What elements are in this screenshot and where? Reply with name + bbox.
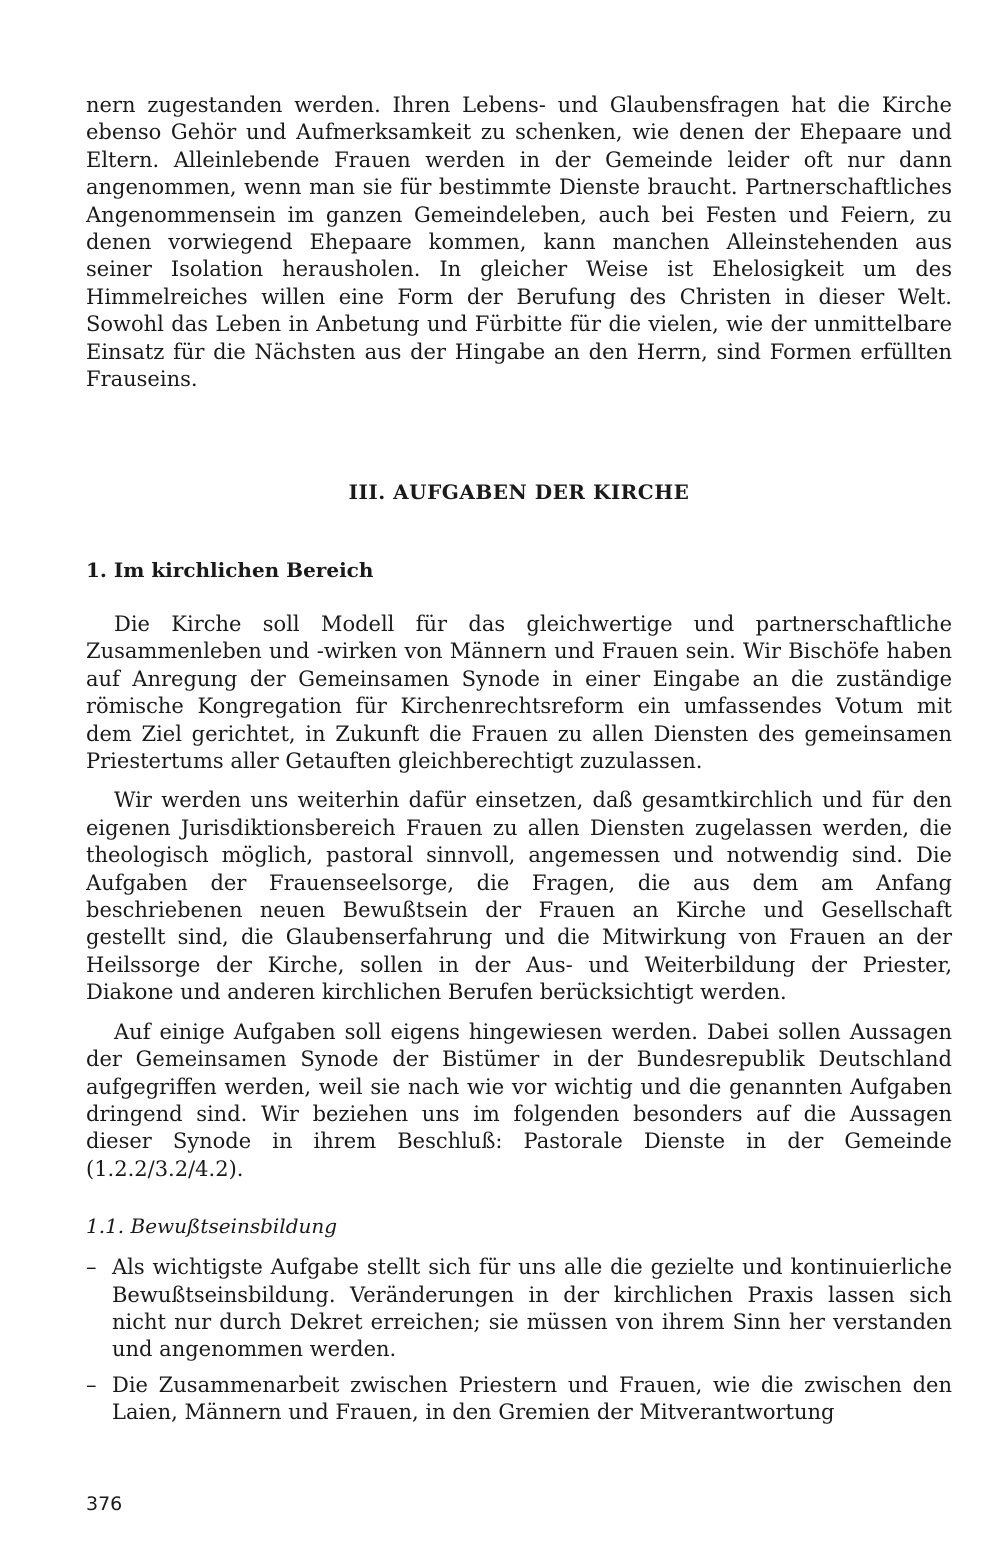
dash-list-item-text: Die Zusammenarbeit zwischen Priestern und Frauen, wie die zwischen den Laien, Männern und Frauen, in den Gremien der Mitverantwortung <box>112 1372 952 1425</box>
dash-list-item-2 <box>86 1372 952 1427</box>
dash-bullet: – <box>86 1372 97 1397</box>
body-paragraph-3: Auf einige Aufgaben soll eigens hingewiesen werden. Dabei sollen Aussagen der Gemeinsamen Synode der Bistümer in der Bundesrepublik Deutschland aufgegriffen werden, weil sie nach wie vor wichtig und die genannten Aufgaben dringend sind. Wir beziehen uns im folgenden besonders auf die Aussagen dieser Synode in ihrem Beschluß: Pastorale Dienste in der Gemeinde (1.2.2/3.2/4.2). <box>86 1019 952 1181</box>
section-subheading: 1. Im kirchlichen Bereich <box>86 558 374 582</box>
body-paragraph-1: Die Kirche soll Modell für das gleichwertige und partnerschaftliche Zusammenleben und -wirken von Männern und Frauen sein. Wir Bischöfe haben auf Anregung der Gemeinsamen Synode in einer Eingabe an die zuständige römische Kongregation für Kirchenrechtsreform ein umfassendes Votum mit dem Ziel gerichtet, in Zukunft die Frauen zu allen Diensten des gemeinsamen Priestertums aller Getauften gleichberechtigt zuzulassen. <box>86 612 952 774</box>
page-number: 376 <box>86 1493 123 1515</box>
body-paragraph-2: Wir werden uns weiterhin dafür einsetzen, daß gesamtkirchlich und für den eigenen Jurisdiktionsbereich Frauen zu allen Diensten zugelassen werden, die theologisch möglich, pastoral sinnvoll, angemessen und notwendig sind. Die Aufgaben der Frauenseelsorge, die Fragen, die aus dem am Anfang beschriebenen neuen Bewußtsein der Frauen an Kirche und Gesellschaft gestellt sind, die Glaubenserfahrung und die Mitwirkung von Frauen an der Heilssorge der Kirche, sollen in der Aus- und Weiterbildung der Priester, Diakone und anderen kirchlichen Berufen berücksichtigt werden. <box>86 788 952 1005</box>
intro-paragraph: nern zugestanden werden. Ihren Lebens- und Glaubensfragen hat die Kirche ebenso Gehör und Aufmerksamkeit zu schenken, wie denen der Ehepaare und Eltern. Alleinlebende Frauen werden in der Gemeinde leider oft nur dann angenommen, wenn man sie für bestimmte Dienste braucht. Partnerschaftliches Angenommensein im ganzen Gemeindeleben, auch bei Festen und Feiern, zu denen vorwiegend Ehepaare kommen, kann manchen Alleinstehenden aus seiner Isolation herausholen. In gleicher Weise ist Ehelosigkeit um des Himmelreiches willen eine Form der Berufung des Christen in dieser Welt. Sowohl das Leben in Anbetung und Fürbitte für die vielen, wie der unmittelbare Einsatz für die Nächsten aus der Hingabe an den Herrn, sind Formen erfüllten Frauseins. <box>86 93 952 392</box>
dash-list-item-text: Als wichtigste Aufgabe stellt sich für uns alle die gezielte und kontinuierliche Bewußtseinsbildung. Veränderungen in der kirchlichen Praxis lassen sich nicht nur durch Dekret erreichen; sie müssen von ihrem Sinn her verstanden und angenommen werden. <box>112 1255 952 1362</box>
subsection-heading: 1.1. Bewußtseinsbildung <box>86 1214 338 1239</box>
dash-list-item-1 <box>86 1254 952 1364</box>
dash-bullet: – <box>86 1255 97 1280</box>
section-body <box>86 611 952 1435</box>
section-title: III. AUFGABEN DER KIRCHE <box>348 480 690 504</box>
document-page <box>86 92 952 1425</box>
